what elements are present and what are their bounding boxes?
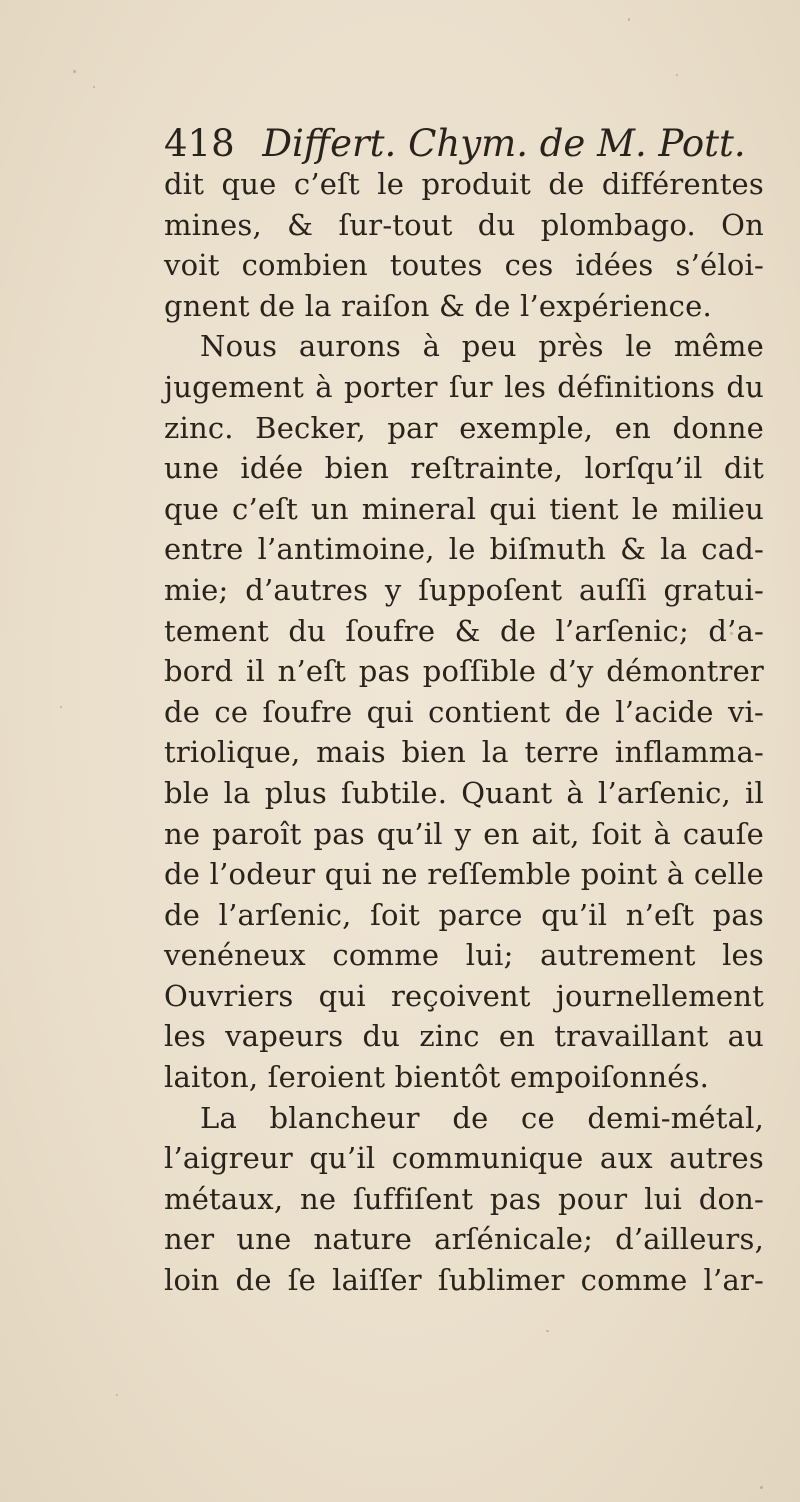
body-text: [164, 164, 764, 1301]
text-line: zinc. Becker, par exemple, en donne: [164, 410, 764, 445]
text-line: Ouvriers qui reçoivent journellement: [164, 978, 764, 1013]
paper-speck: [676, 74, 678, 76]
running-title: Differt. Chym. de M. Pott.: [262, 122, 746, 165]
paper-speck: [73, 70, 76, 73]
text-line: métaux, ne ſuffiſent pas pour lui don-: [164, 1181, 764, 1216]
text-line: de ce ſoufre qui contient de l’acide vi-: [164, 694, 764, 729]
text-line: que c’eſt un mineral qui tient le milieu: [164, 491, 764, 526]
text-line: loin de ſe laiſſer ſublimer comme l’ar-: [164, 1263, 764, 1298]
text-line: gnent de la raiſon & de l’expérience.: [164, 288, 712, 323]
text-line: venéneux comme lui; autrement les: [164, 938, 764, 973]
text-line: Nous aurons à peu près le même: [200, 329, 764, 364]
text-line: de l’arſenic, ſoit parce qu’il n’eſt pas: [164, 897, 764, 932]
text-line: l’aigreur qu’il communique aux autres: [164, 1141, 764, 1176]
paper-speck: [60, 706, 62, 708]
text-line: ble la plus ſubtile. Quant à l’arſenic, il: [164, 775, 764, 810]
paper-speck: [93, 86, 95, 88]
paper-speck: [546, 1330, 549, 1332]
text-line: une idée bien reſtrainte, lorſqu’il dit: [164, 451, 764, 486]
text-line: de l’odeur qui ne reſſemble point à celle: [164, 857, 764, 892]
text-line: ne paroît pas qu’il y en ait, ſoit à cauſe: [164, 816, 764, 851]
text-line: mines, & ſur-tout du plombago. On: [164, 207, 764, 242]
text-line: triolique, mais bien la terre inflamma-: [164, 735, 764, 770]
text-line: voit combien toutes ces idées s’éloi-: [164, 248, 764, 283]
page-number: 418: [164, 122, 235, 165]
text-line: bord il n’eſt pas poſſible d’y démontrer: [164, 654, 764, 689]
paper-speck: [116, 1394, 118, 1396]
text-line: dit que c’eſt le produit de différentes: [164, 167, 764, 201]
paper-speck: [628, 18, 630, 21]
text-line: ner une nature arſénicale; d’ailleurs,: [164, 1222, 764, 1257]
text-line: les vapeurs du zinc en travaillant au: [164, 1019, 764, 1054]
paper-speck: [760, 1486, 763, 1489]
text-line: jugement à porter ſur les définitions du: [164, 369, 764, 404]
text-line: La blancheur de ce demi-métal,: [200, 1100, 764, 1135]
text-line: laiton, ſeroient bientôt empoiſonnés.: [164, 1060, 710, 1095]
text-line: tement du ſoufre & de l’arſenic; d’a-: [164, 613, 764, 648]
text-line: entre l’antimoine, le biſmuth & la cad-: [164, 532, 764, 567]
running-header: [164, 118, 764, 170]
text-line: mie; d’autres y ſuppoſent auſſi gratui-: [164, 572, 764, 607]
